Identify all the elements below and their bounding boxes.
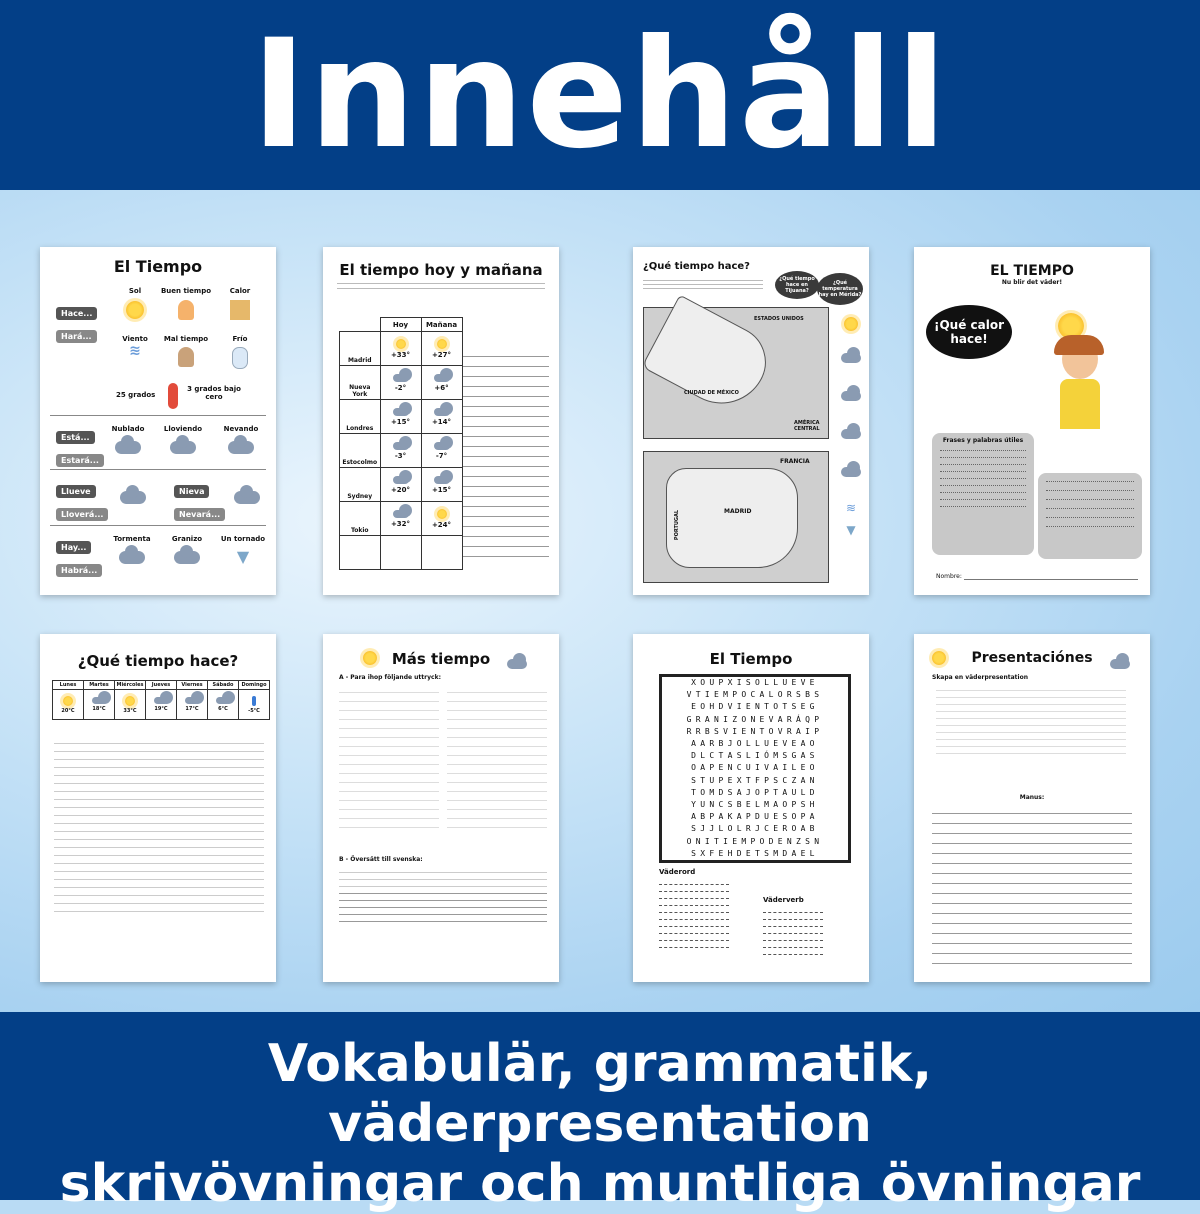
sandcastle-icon [230,300,250,320]
day-label: Martes [84,681,115,690]
verb-boxes-hay [56,535,102,577]
rain-cloud-icon [120,491,146,504]
rain-cloud-icon [1110,659,1130,669]
storm-cloud-icon [434,408,450,416]
girl-illustration [1042,339,1118,429]
verb-box: Hay... [56,541,91,554]
footer-line-1: Vokabulär, grammatik, väderpresentation [267,1034,933,1154]
week-table [52,680,270,720]
temp-value: -2° [394,383,407,392]
instruction-lines [643,277,763,292]
sun-icon [363,651,377,665]
column-header: Hoy [380,318,421,332]
verb-box: Hace... [56,307,97,320]
vocab-label: Calor [229,287,251,295]
vocab-label: Tormenta [113,535,151,543]
sun-icon [125,696,135,706]
verb-boxes-nieva [174,479,225,521]
grid-row: OAPENCUIVAILEO [691,763,819,773]
grid-row: DLCTASLIÓMSGAS [691,751,819,761]
wind-icon: ≋ [129,343,141,359]
table-row [340,502,463,536]
name-label: Nombre: [936,573,962,580]
verb-boxes-hace [56,301,97,343]
day-label: Sábado [208,681,239,690]
sun-icon [126,301,144,319]
grid-row: VTIEMPOCALORSBS [686,690,824,700]
manus-lines [932,804,1132,973]
worksheet-title: El Tiempo [113,257,203,276]
column-header: Mañana [421,318,462,332]
vocab-label: Nevando [223,425,259,433]
day-label: Miércoles [116,682,144,688]
worksheet-presentaciones [914,634,1150,982]
table-row [340,434,463,468]
verb-box: Nieva [174,485,209,498]
verbs-blanks [763,906,823,961]
cloud-icon [393,476,409,484]
vocab-label: 25 grados [116,391,156,399]
snow-cloud-icon [393,442,409,450]
temp-value: -5°C [248,707,260,714]
word-search-grid [659,674,851,863]
thermometer-icon [252,696,256,706]
map-label: ESTADOS UNIDOS [754,316,804,322]
grid-row: TOMDSAJOPTAULD [691,787,819,797]
vocab-label: Nublado [111,425,145,433]
spain-land [666,468,798,568]
rain-cloud-icon [507,659,527,669]
footer-band [0,1012,1200,1214]
snow-cloud-icon [393,374,409,382]
tornado-icon: ▼ [236,547,250,566]
speech-bubble: ¿Qué tiempo hace en Tijuana? [775,271,819,299]
table-row [340,468,463,502]
vocab-label: Buen tiempo [160,287,212,295]
temp-value: +20° [390,485,411,494]
temp-value: 20°C [61,707,75,714]
question-lines [54,736,264,919]
cloud-icon [115,441,141,454]
temp-value: 18°C [92,706,106,712]
sun-icon [437,339,447,349]
box-title: Frases y palabras útiles [942,437,1024,444]
temp-value: +6° [434,383,449,392]
expression-list-left [339,684,439,836]
grid-row: GRANIZONEVARÁQP [686,714,824,724]
worksheet-title: Más tiempo [391,650,491,668]
grid-row: SXFEHDETSMDAEL [691,848,819,858]
verb-box: Lloverá... [56,508,108,521]
map-label: AMÉRICA CENTRAL [794,420,820,432]
snow-cloud-icon [234,491,260,504]
cloud-icon [154,697,168,704]
mexico-map [643,307,829,439]
thermometer-icon [168,383,178,409]
snow-cloud-icon [841,467,861,477]
grid-row: STUPEXTFPSCZAN [691,775,819,785]
verb-box: Nevará... [174,508,225,521]
worksheet-subtitle: Skapa en väderpresentation [932,674,1028,681]
divider [50,525,266,526]
temp-value: -7° [435,451,448,460]
map-label: FRANCIA [780,458,810,465]
section-b-heading: B - Översätt till svenska: [339,856,423,863]
day-label: Domingo [239,681,270,690]
grid-row: SJJLOLRJCEROAB [691,824,819,834]
worksheet-que-tiempo-week [40,634,276,982]
verb-boxes-llueve [56,479,108,521]
vocab-label: Granizo [171,535,203,543]
temp-value: 33°C [123,707,137,714]
worksheet-word-search [633,634,869,982]
rain-cloud-icon [841,391,861,401]
cloud-icon [841,353,861,363]
expression-list-right [447,684,547,836]
cloud-icon [185,697,199,704]
vocab-label: Sol [128,287,142,295]
verb-boxes-esta [56,425,104,467]
city-label: Estocolmo [342,459,378,466]
rain-cloud-icon [393,408,409,416]
verb-box: Llueve [56,485,96,498]
name-line [964,579,1138,580]
worksheet-title: ¿Qué tiempo hace? [77,652,239,670]
verbs-box [1038,473,1142,559]
vocab-label: Viento [122,335,148,343]
divider [50,415,266,416]
day-label: Lunes [53,681,84,690]
temp-value: +27° [431,350,452,359]
vocab-label: Un tornado [220,535,266,543]
weather-icon-column [839,311,863,537]
worksheet-subtitle: Nu blir det väder! [1001,279,1063,286]
vocab-label: Frío [232,335,248,343]
worksheet-title: ¿Qué tiempo hace? [643,261,750,272]
rain-cloud-icon [216,697,230,704]
vocab-label: Mal tiempo [163,335,209,343]
hail-cloud-icon [174,551,200,564]
grid-row: EOHDVIENTOTSEG [691,702,819,712]
city-label: Tokio [350,527,369,534]
map-label: CIUDAD DE MÉXICO [684,390,739,396]
mexico-land [641,295,778,420]
table-row [340,332,463,366]
translate-lines [339,866,547,928]
temp-value: +32° [390,519,411,528]
grid-row: AARBJOLLUEVEAO [691,739,819,749]
tornado-icon: ▼ [846,523,856,537]
rain-cloud-icon [170,441,196,454]
verb-box: Estará... [56,454,104,467]
temp-value: +14° [431,417,452,426]
vocab-label: 3 grados bajo cero [187,385,241,401]
table-row [340,366,463,400]
worksheet-title: El tiempo hoy y mañana [339,261,543,279]
wind-icon: ≋ [845,501,857,515]
sun-icon [63,696,73,706]
words-blanks [659,878,729,954]
verbs-heading: Väderverb [763,896,804,904]
footer-line-2: skrivövningar och muntliga övningar [59,1154,1141,1214]
day-label: Jueves [146,681,177,690]
instructions [936,684,1126,760]
rain-cloud-icon [92,697,106,704]
sun-icon [396,339,406,349]
grid-row: YUNCSBELMAOPSH [691,800,819,810]
day-label: Viernes [177,681,208,690]
spain-map [643,451,829,583]
map-label: PORTUGAL [674,509,681,541]
grid-row: ONITIEMPODENZSN [686,836,824,846]
weather-table [339,317,463,570]
grid-row: ABPAKAPDUESOPA [691,812,819,822]
grid-row: XOUPXISOLLUEVE [691,678,819,687]
storm-cloud-icon [119,551,145,564]
words-heading: Väderord [659,868,696,876]
worksheet-title: Presentaciónes [971,650,1093,666]
rain-cloud-icon [434,374,450,382]
verb-box: Hará... [56,330,97,343]
grid-row: RRBSVIENTOVRAIP [686,726,824,736]
writing-lines [463,347,549,566]
map-label: MADRID [724,508,752,515]
snow-cloud-icon [228,441,254,454]
city-label: Madrid [347,357,372,364]
temp-value: +24° [431,520,452,529]
table-row [340,400,463,434]
worksheet-mas-tiempo [323,634,559,982]
speech-bubble: ¡Qué calor hace! [926,305,1012,359]
temp-value: -3° [394,451,407,460]
worksheet-title: EL TIEMPO [990,263,1074,279]
temp-value: 6°C [218,706,228,712]
worksheet-que-tiempo-map [633,247,869,595]
temp-value: +15° [431,485,452,494]
storm-cloud-icon [393,510,409,518]
boy-icon [178,347,194,367]
worksheet-hoy-manana [323,247,559,595]
divider [50,469,266,470]
snow-cloud-icon [434,442,450,450]
worksheet-que-calor [914,247,1150,595]
manus-label: Manus: [1019,794,1045,801]
verb-box: Está... [56,431,95,444]
temp-value: 17°C [185,706,199,712]
sun-icon [437,509,447,519]
verb-box: Habrá... [56,564,102,577]
city-label: Sydney [347,493,373,500]
snowman-icon [232,347,248,369]
rain-cloud-icon [434,476,450,484]
useful-phrases-box [932,433,1034,555]
temp-value: +15° [390,417,411,426]
sun-icon [932,651,946,665]
city-label: Londres [346,425,374,432]
worksheet-el-tiempo [40,247,276,595]
header-band [0,0,1200,190]
storm-cloud-icon [841,429,861,439]
speech-bubble: ¿Qué temperatura hay en Mérida? [817,273,863,305]
page-title: Innehåll [251,8,949,182]
table-row-empty [340,536,463,570]
section-a-heading: A - Para ihop följande uttryck: [339,674,441,681]
temp-value: +33° [390,350,411,359]
vocab-label: Lloviendo [163,425,203,433]
girl-icon [178,300,194,320]
worksheet-title: El Tiempo [709,650,793,668]
sun-icon [844,317,858,331]
city-label: Nueva York [349,384,371,398]
temp-value: 19°C [154,706,168,712]
